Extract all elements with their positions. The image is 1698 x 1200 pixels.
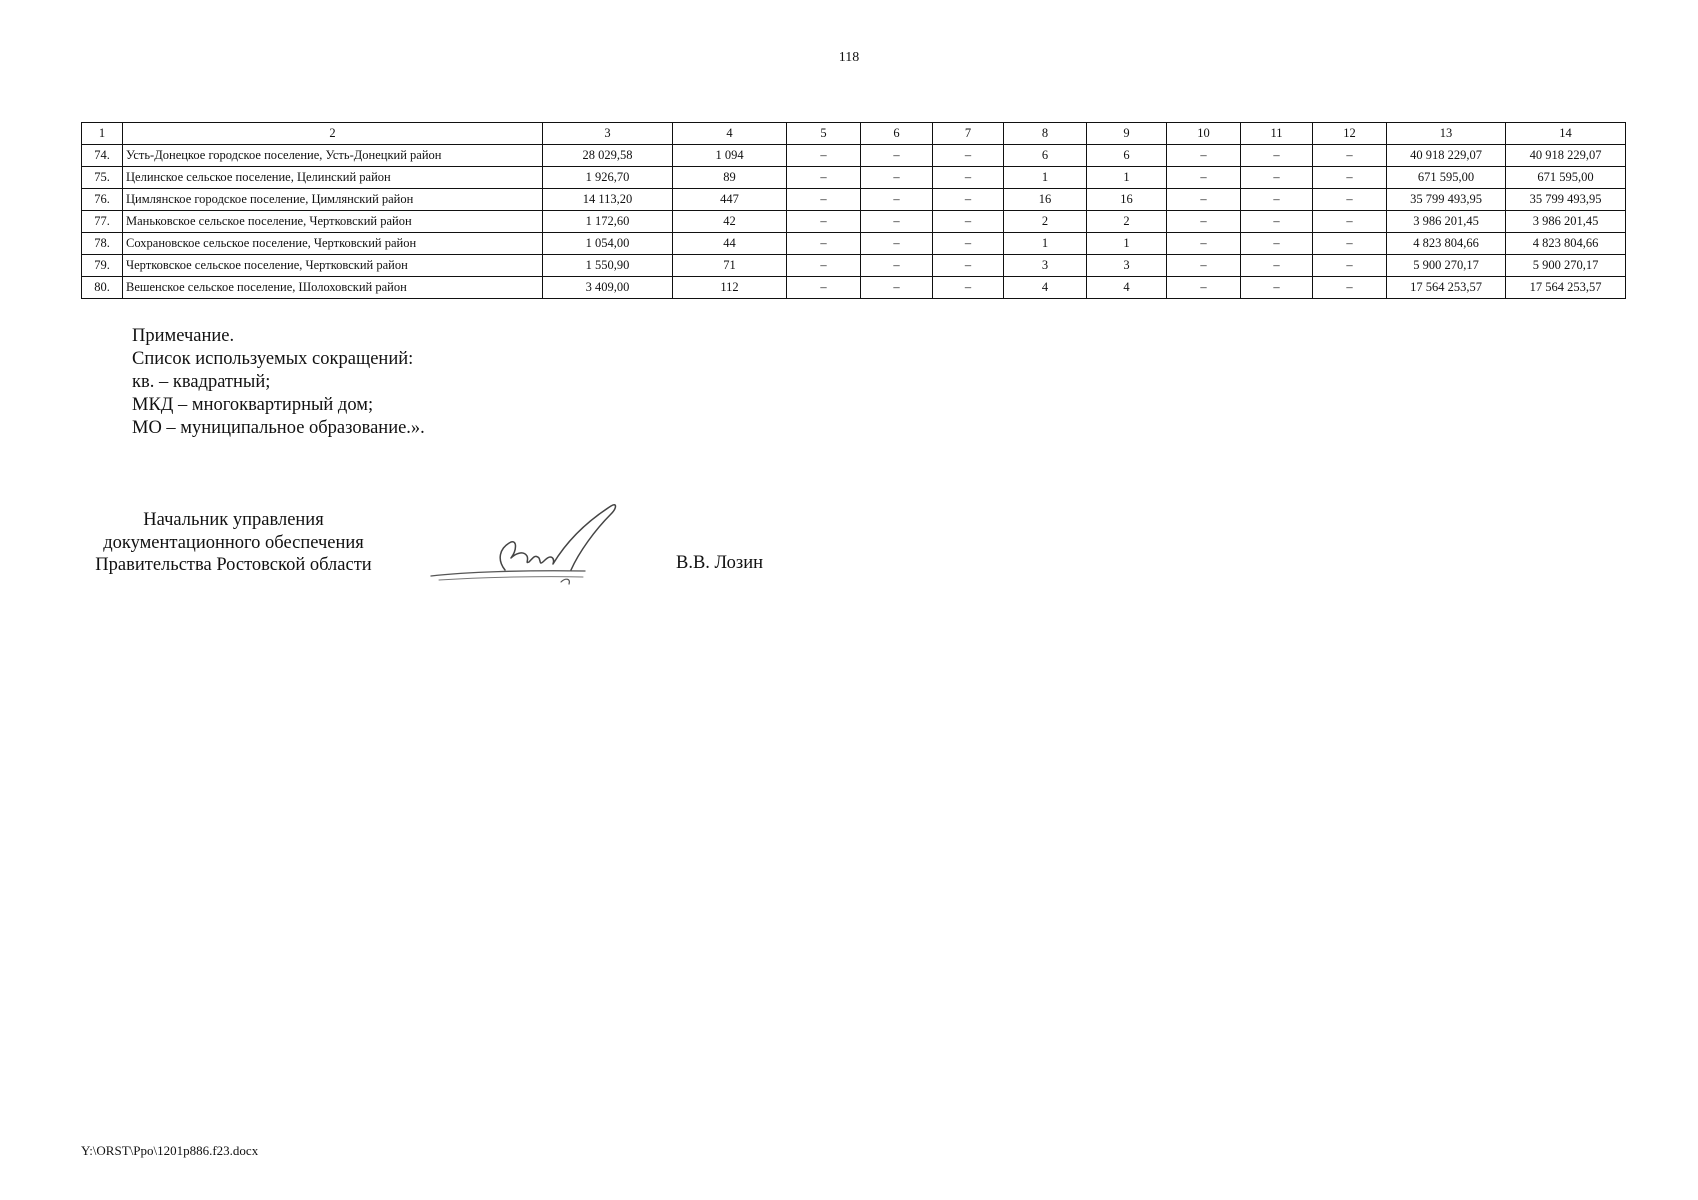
table-cell: 40 918 229,07 [1387,145,1506,167]
table-cell: 1 094 [673,145,787,167]
table-cell: – [933,255,1004,277]
table-cell: – [1313,167,1387,189]
table-cell: – [933,211,1004,233]
settlement-name-cell: Усть-Донецкое городское поселение, Усть-Донецкий район [123,145,543,167]
signer-position-line: документационного обеспечения [103,532,364,553]
table-cell: 1 926,70 [543,167,673,189]
table-cell: – [1313,233,1387,255]
table-cell: 14 113,20 [543,189,673,211]
table-row [82,255,1626,277]
table-cell: 3 409,00 [543,277,673,299]
column-header: 12 [1313,123,1387,145]
table-cell: 44 [673,233,787,255]
column-header: 8 [1004,123,1087,145]
column-header: 1 [82,123,123,145]
table-cell: 1 [1087,167,1167,189]
note-line: МКД – многоквартирный дом; [132,395,374,415]
table-cell: 1 [1004,233,1087,255]
table-cell: 17 564 253,57 [1506,277,1626,299]
column-header: 14 [1506,123,1626,145]
table-cell: – [787,255,861,277]
table-cell: – [933,233,1004,255]
table-row [82,211,1626,233]
table-cell: – [1167,167,1241,189]
table-cell: – [787,167,861,189]
table-cell: – [933,277,1004,299]
table-cell: – [861,145,933,167]
table-cell: 6 [1004,145,1087,167]
table-cell: – [1167,255,1241,277]
settlement-name-cell: Маньковское сельское поселение, Чертковский район [123,211,543,233]
table-cell: 2 [1004,211,1087,233]
table-cell: – [1241,211,1313,233]
table-cell: – [1241,189,1313,211]
table-cell: 4 [1004,277,1087,299]
page-number: 118 [838,50,860,65]
table-cell: 35 799 493,95 [1387,189,1506,211]
table-cell: 3 [1004,255,1087,277]
column-header: 9 [1087,123,1167,145]
table-cell: – [1313,277,1387,299]
table-cell: 71 [673,255,787,277]
row-number-cell: 77. [82,211,123,233]
table-cell: 3 986 201,45 [1506,211,1626,233]
table-cell: – [787,145,861,167]
table-cell: 16 [1004,189,1087,211]
table-cell: – [1167,277,1241,299]
table-row [82,233,1626,255]
note-line: Список используемых сокращений: [132,349,414,369]
table-cell: – [1167,189,1241,211]
table-row [82,277,1626,299]
signer-position-line: Начальник управления [143,510,324,530]
column-header: 6 [861,123,933,145]
table-cell: 4 823 804,66 [1506,233,1626,255]
column-header: 5 [787,123,861,145]
table-cell: 28 029,58 [543,145,673,167]
row-number-cell: 78. [82,233,123,255]
table-body [82,145,1626,299]
row-number-cell: 76. [82,189,123,211]
table-cell: – [1313,211,1387,233]
table-cell: 1 [1087,233,1167,255]
table-cell: – [861,233,933,255]
table-cell: – [1241,233,1313,255]
table-cell: 671 595,00 [1387,167,1506,189]
row-number-cell: 74. [82,145,123,167]
column-header: 7 [933,123,1004,145]
handwritten-signature [425,500,635,590]
row-number-cell: 80. [82,277,123,299]
table-cell: 40 918 229,07 [1506,145,1626,167]
settlement-name-cell: Вешенское сельское поселение, Шолоховский район [123,277,543,299]
table-cell: 671 595,00 [1506,167,1626,189]
table-cell: 5 900 270,17 [1506,255,1626,277]
table-cell: 3 [1087,255,1167,277]
table-cell: 6 [1087,145,1167,167]
table-cell: – [1167,145,1241,167]
table-cell: – [787,211,861,233]
table-cell: 4 [1087,277,1167,299]
table-cell: 1 172,60 [543,211,673,233]
column-header: 13 [1387,123,1506,145]
settlement-name-cell: Цимлянское городское поселение, Цимлянский район [123,189,543,211]
table-cell: – [1313,255,1387,277]
column-header: 11 [1241,123,1313,145]
row-number-cell: 79. [82,255,123,277]
table-cell: 5 900 270,17 [1387,255,1506,277]
table-cell: – [1167,211,1241,233]
table-cell: 17 564 253,57 [1387,277,1506,299]
table-cell: – [787,233,861,255]
signer-position [81,509,386,577]
file-path: Y:\ORST\Ppo\1201p886.f23.docx [81,1143,259,1158]
table-cell: 2 [1087,211,1167,233]
table-cell: 1 [1004,167,1087,189]
table-cell: 35 799 493,95 [1506,189,1626,211]
settlement-name-cell: Сохрановское сельское поселение, Чертковский район [123,233,543,255]
table-cell: – [1241,167,1313,189]
note-block [132,325,425,440]
table-row [82,145,1626,167]
column-header: 2 [123,123,543,145]
settlement-name-cell: Чертковское сельское поселение, Чертковский район [123,255,543,277]
table-cell: – [861,211,933,233]
table-cell: 3 986 201,45 [1387,211,1506,233]
table-cell: – [1313,145,1387,167]
table-cell: 42 [673,211,787,233]
table-cell: 16 [1087,189,1167,211]
table-cell: – [1167,233,1241,255]
table-cell: – [787,277,861,299]
row-number-cell: 75. [82,167,123,189]
table-cell: – [933,189,1004,211]
column-header: 3 [543,123,673,145]
note-line: МО – муниципальное образование.». [132,418,425,438]
column-header: 4 [673,123,787,145]
table-cell: 447 [673,189,787,211]
table-header-row [82,123,1626,145]
table-cell: – [1241,145,1313,167]
signer-position-line: Правительства Ростовской области [95,555,372,575]
table-cell: 89 [673,167,787,189]
table-cell: – [1313,189,1387,211]
table-cell: – [861,189,933,211]
signer-name: В.В. Лозин [676,553,763,573]
table-cell: – [861,255,933,277]
table-cell: – [861,167,933,189]
note-title: Примечание. [132,326,235,346]
table-row [82,167,1626,189]
table-cell: 4 823 804,66 [1387,233,1506,255]
table-cell: 112 [673,277,787,299]
table-cell: – [933,145,1004,167]
table-cell: 1 054,00 [543,233,673,255]
settlement-name-cell: Целинское сельское поселение, Целинский район [123,167,543,189]
column-header: 10 [1167,123,1241,145]
table-cell: – [861,277,933,299]
table-cell: – [933,167,1004,189]
note-line: кв. – квадратный; [132,372,271,392]
table-cell: 1 550,90 [543,255,673,277]
data-table [81,122,1626,299]
table-cell: – [1241,255,1313,277]
table-cell: – [1241,277,1313,299]
table-row [82,189,1626,211]
table-cell: – [787,189,861,211]
